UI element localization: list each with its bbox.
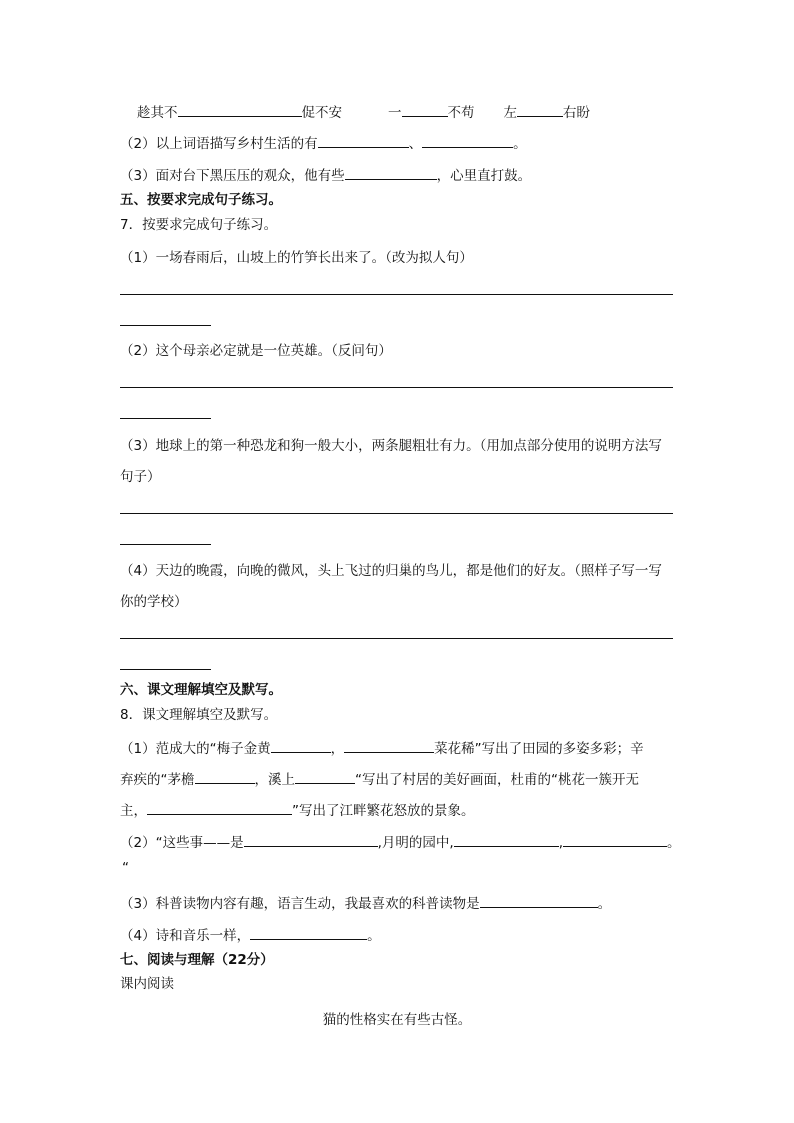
q8-1-blank-3[interactable]: [195, 769, 255, 784]
q8-3: （3）科普读物内容有趣，语言生动，我最喜欢的科普读物是 。: [120, 893, 611, 914]
idiom-3-prefix: 左: [503, 105, 517, 121]
idiom-1-suffix: 促不安: [301, 105, 342, 121]
q6-3-text: （3）面对台下黑压压的观众，他有些: [120, 168, 345, 184]
q8-2-blank-3[interactable]: [563, 832, 667, 847]
idiom-2-suffix: 不苟: [447, 105, 475, 121]
answer-line[interactable]: [120, 387, 673, 388]
answer-line-short[interactable]: [120, 669, 211, 670]
q6-2-blank-2[interactable]: [422, 133, 513, 148]
q6-2-sep: 、: [408, 136, 423, 152]
idiom-3-blank[interactable]: [517, 102, 563, 117]
answer-line-short[interactable]: [120, 418, 211, 419]
q8-1-blank-4[interactable]: [295, 769, 355, 784]
q8-1-line-3: 主， ”写出了江畔繁花怒放的景象。: [120, 800, 475, 821]
q8-1-line-2: 弃疾的“茅檐 ，溪上 “写出了村居的美好画面，杜甫的“桃花一簇开无: [120, 769, 639, 790]
q8-2-blank-2[interactable]: [454, 832, 559, 847]
q8-title: 8．课文理解填空及默写。: [120, 707, 278, 723]
q6-2-end: 。: [513, 136, 527, 152]
q8-1-line-1: （1）范成大的“梅子金黄 ， 菜花稀”写出了田园的多姿多彩；辛: [120, 738, 644, 759]
q6-3-blank[interactable]: [345, 165, 437, 180]
idiom-2-blank[interactable]: [402, 102, 448, 117]
q8-1-blank-1[interactable]: [271, 738, 331, 753]
q8-4: （4）诗和音乐一样， 。: [120, 925, 381, 946]
q7-item-4: （4）天边的晚霞，向晚的微风，头上飞过的归巢的鸟儿，都是他们的好友。（照样子写一写: [120, 563, 662, 579]
q6-3-end: ，心里直打鼓。: [436, 168, 532, 184]
q8-2: （2）“这些事——是 ,月明的园中, , 。: [120, 832, 680, 853]
idiom-3-suffix: 右盼: [563, 105, 590, 121]
q6-2: [120, 133, 527, 154]
answer-line[interactable]: [120, 638, 673, 639]
idiom-1-blank[interactable]: [178, 102, 302, 117]
q8-2-blank-1[interactable]: [244, 832, 378, 847]
q7-item-3: （3）地球上的第一种恐龙和狗一般大小，两条腿粗壮有力。（用加点部分使用的说明方法写: [120, 438, 662, 454]
q6-idiom-line: [137, 102, 590, 123]
q7-title: 7．按要求完成句子练习。: [120, 217, 278, 233]
answer-line-short[interactable]: [120, 544, 211, 545]
idiom-2-prefix: 一: [388, 105, 402, 121]
answer-line[interactable]: [120, 513, 673, 514]
q7-item-2: （2）这个母亲必定就是一位英雄。（反问句）: [120, 343, 392, 359]
q6-2-blank-1[interactable]: [318, 133, 409, 148]
q6-2-text: （2）以上词语描写乡村生活的有: [120, 136, 318, 152]
section-7-title: 七、阅读与理解（22分）: [120, 952, 274, 968]
q8-1-blank-2[interactable]: [344, 738, 434, 753]
q7-item-3-cont: 句子）: [120, 469, 161, 485]
q8-1-blank-5[interactable]: [147, 800, 292, 815]
q7-item-1: （1）一场春雨后，山坡上的竹笋长出来了。（改为拟人句）: [120, 250, 473, 266]
q8-4-blank[interactable]: [250, 925, 367, 940]
q7-item-4-cont: 你的学校）: [120, 594, 188, 610]
section-6-title: 六、课文理解填空及默写。: [120, 682, 282, 698]
answer-line[interactable]: [120, 294, 673, 295]
reading-first-line: 猫的性格实在有些古怪。: [322, 1012, 472, 1028]
idiom-1-prefix: 趁其不: [137, 105, 178, 121]
answer-line-short[interactable]: [120, 325, 211, 326]
q6-3: [120, 165, 531, 186]
reading-label: 课内阅读: [120, 976, 174, 992]
section-5-title: 五、按要求完成句子练习。: [120, 192, 282, 208]
q8-2-quote-mark: “: [122, 860, 129, 876]
q8-3-blank[interactable]: [480, 893, 598, 908]
